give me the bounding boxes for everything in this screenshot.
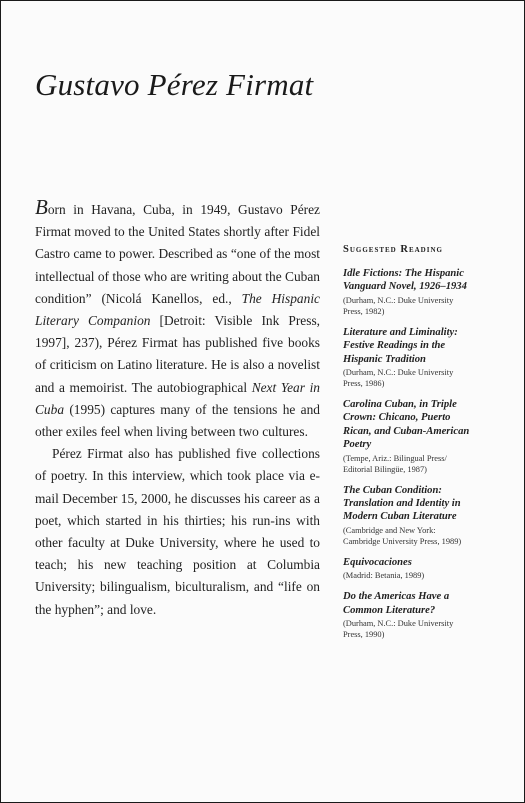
reading-item: [343, 398, 511, 475]
reading-item: [343, 484, 511, 547]
reading-item: [343, 267, 511, 317]
reading-item: [343, 556, 511, 581]
intro-text-part-3: (1995) captures many of the tensions he and other exiles feel when living between two cultures.: [35, 401, 320, 440]
reading-title: Carolina Cuban, in Triple Crown: Chicano, Puerto Rican, and Cuban-American Poetry: [343, 399, 470, 451]
reading-title: Idle Fictions: The Hispanic Vanguard Novel, 1926–1934: [343, 268, 467, 293]
reading-item: [343, 326, 511, 389]
intro-text-part-2: [Detroit: Visible Ink Press, 1997], 237), Pérez Firmat has published five books of criticism on Latino literature. He is also a novelist and a memoirist. The autobiographical: [35, 313, 320, 395]
reading-title: Do the Americas Have a Common Literature?: [343, 591, 450, 616]
sidebar-heading: Suggested Reading: [343, 244, 443, 255]
introduction-text: [35, 197, 320, 621]
reading-item: [343, 590, 511, 640]
reading-title: The Cuban Condition: Translation and Identity in Modern Cuban Literature: [343, 484, 461, 523]
intro-text-part-1: orn in Havana, Cuba, in 1949, Gustavo Pérez Firmat moved to the United States shortly after Fidel Castro came to power. Described as “one of the most intellectual of those who are writing about the Cuban condition” (Nicolá Kanellos, ed.,: [35, 202, 320, 306]
reading-publication: (Cambridge and New York: Cambridge University Press, 1989): [343, 525, 462, 546]
drop-cap: B: [35, 195, 48, 219]
reading-title: Literature and Liminality: Festive Readings in the Hispanic Tradition: [343, 326, 458, 365]
reading-publication: (Madrid: Betania, 1989): [343, 571, 425, 581]
reading-publication: (Durham, N.C.: Duke University Press, 1990): [343, 619, 454, 640]
intro-italic-title-1: The Hispanic Literary Companion: [35, 290, 320, 329]
reading-publication: (Durham, N.C.: Duke University Press, 1986): [343, 368, 454, 389]
reading-publication: (Tempe, Ariz.: Bilingual Press/ Editorial Bilingüe, 1987): [343, 453, 447, 474]
intro-italic-title-2: Next Year in Cuba: [35, 379, 320, 417]
suggested-reading-sidebar: [343, 244, 511, 649]
intro-paragraph-2: Pérez Firmat also has published five collections of poetry. In this interview, which took place via e-mail December 15, 2000, he discusses his career as a poet, which started in his thirties; his run-ins with other faculty at Duke University, where he used to teach; his new teaching position at Columbia University; bilingualism, biculturalism, and “life on the hyphen”; and love.: [35, 446, 320, 617]
reading-publication: (Durham, N.C.: Duke University Press, 1982): [343, 295, 454, 316]
reading-title: Equivocaciones: [343, 556, 412, 568]
intro-paragraph-1: [35, 197, 320, 443]
page-title: Gustavo Pérez Firmat: [35, 67, 314, 102]
